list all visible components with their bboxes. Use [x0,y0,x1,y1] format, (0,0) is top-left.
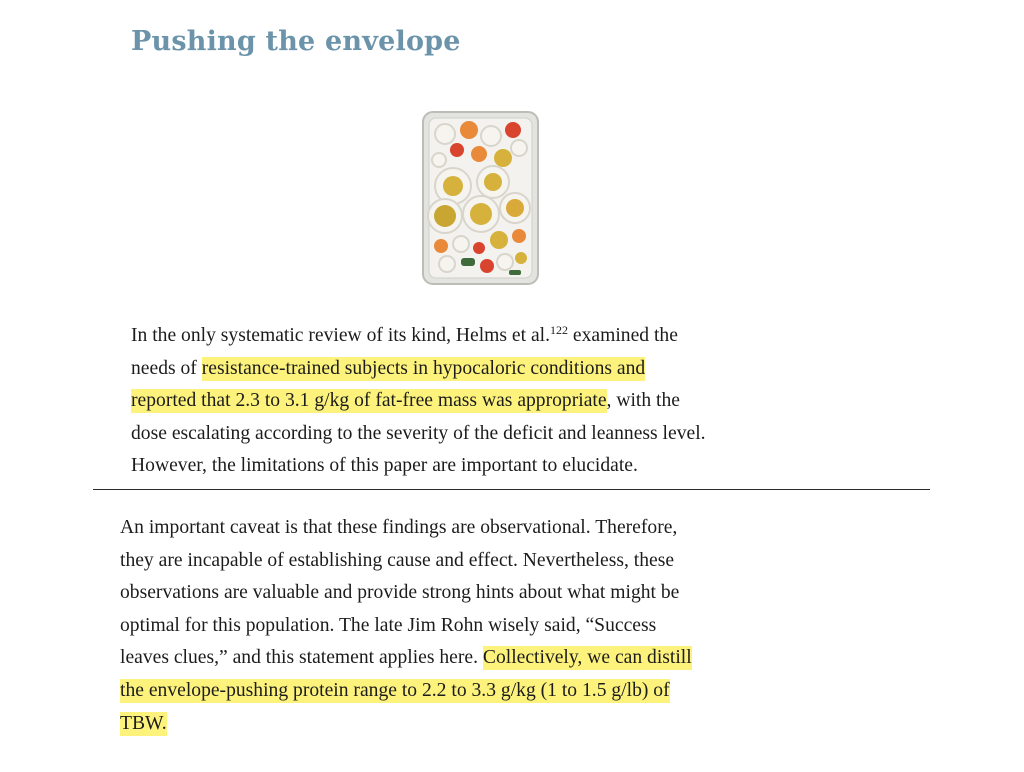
paragraph-line [131,353,706,386]
text-span: examined the [568,325,678,346]
text-span: needs of [131,357,202,379]
food-container-icon [417,108,544,288]
paragraph-line: optimal for this population. The late Jim Rohn wisely said, “Success [120,614,657,636]
meal-prep-container-illustration [417,108,544,288]
highlighted-text: reported that 2.3 to 3.1 g/kg of fat-free mass was appropriate [131,390,607,412]
section-divider [93,489,930,490]
section-heading: Pushing the envelope [131,26,461,57]
text-span: In the only systematic review of its kind, Helms et al. [131,325,550,346]
paragraph-line [120,642,692,675]
highlighted-text: resistance-trained subjects in hypocaloric conditions and [201,357,646,379]
paragraph-line [131,385,706,418]
paragraph-line: An important caveat is that these findings are observational. Therefore, [120,517,678,538]
paragraph-line: observations are valuable and provide strong hints about what might be [120,582,680,604]
highlighted-text: Collectively, we can distill [482,647,692,669]
paragraph-line: However, the limitations of this paper are important to elucidate. [131,455,638,477]
paragraph-line [131,320,706,353]
paragraph-line [120,708,692,741]
text-span: leaves clues,” and this statement applies here. [120,647,483,669]
paragraph-caveat [120,512,692,740]
paragraph-line: they are incapable of establishing cause and effect. Nevertheless, these [120,549,675,571]
paragraph-line [120,675,692,708]
text-span: , with the [606,390,680,412]
highlighted-text: the envelope-pushing protein range to 2.2 to 3.3 g/kg (1 to 1.5 g/lb) of [120,679,670,701]
highlighted-text: TBW. [120,712,167,734]
citation-reference[interactable]: 122 [550,323,568,337]
paragraph-helms-review [131,320,706,483]
paragraph-line: dose escalating according to the severity of the deficit and leanness level. [131,422,706,444]
